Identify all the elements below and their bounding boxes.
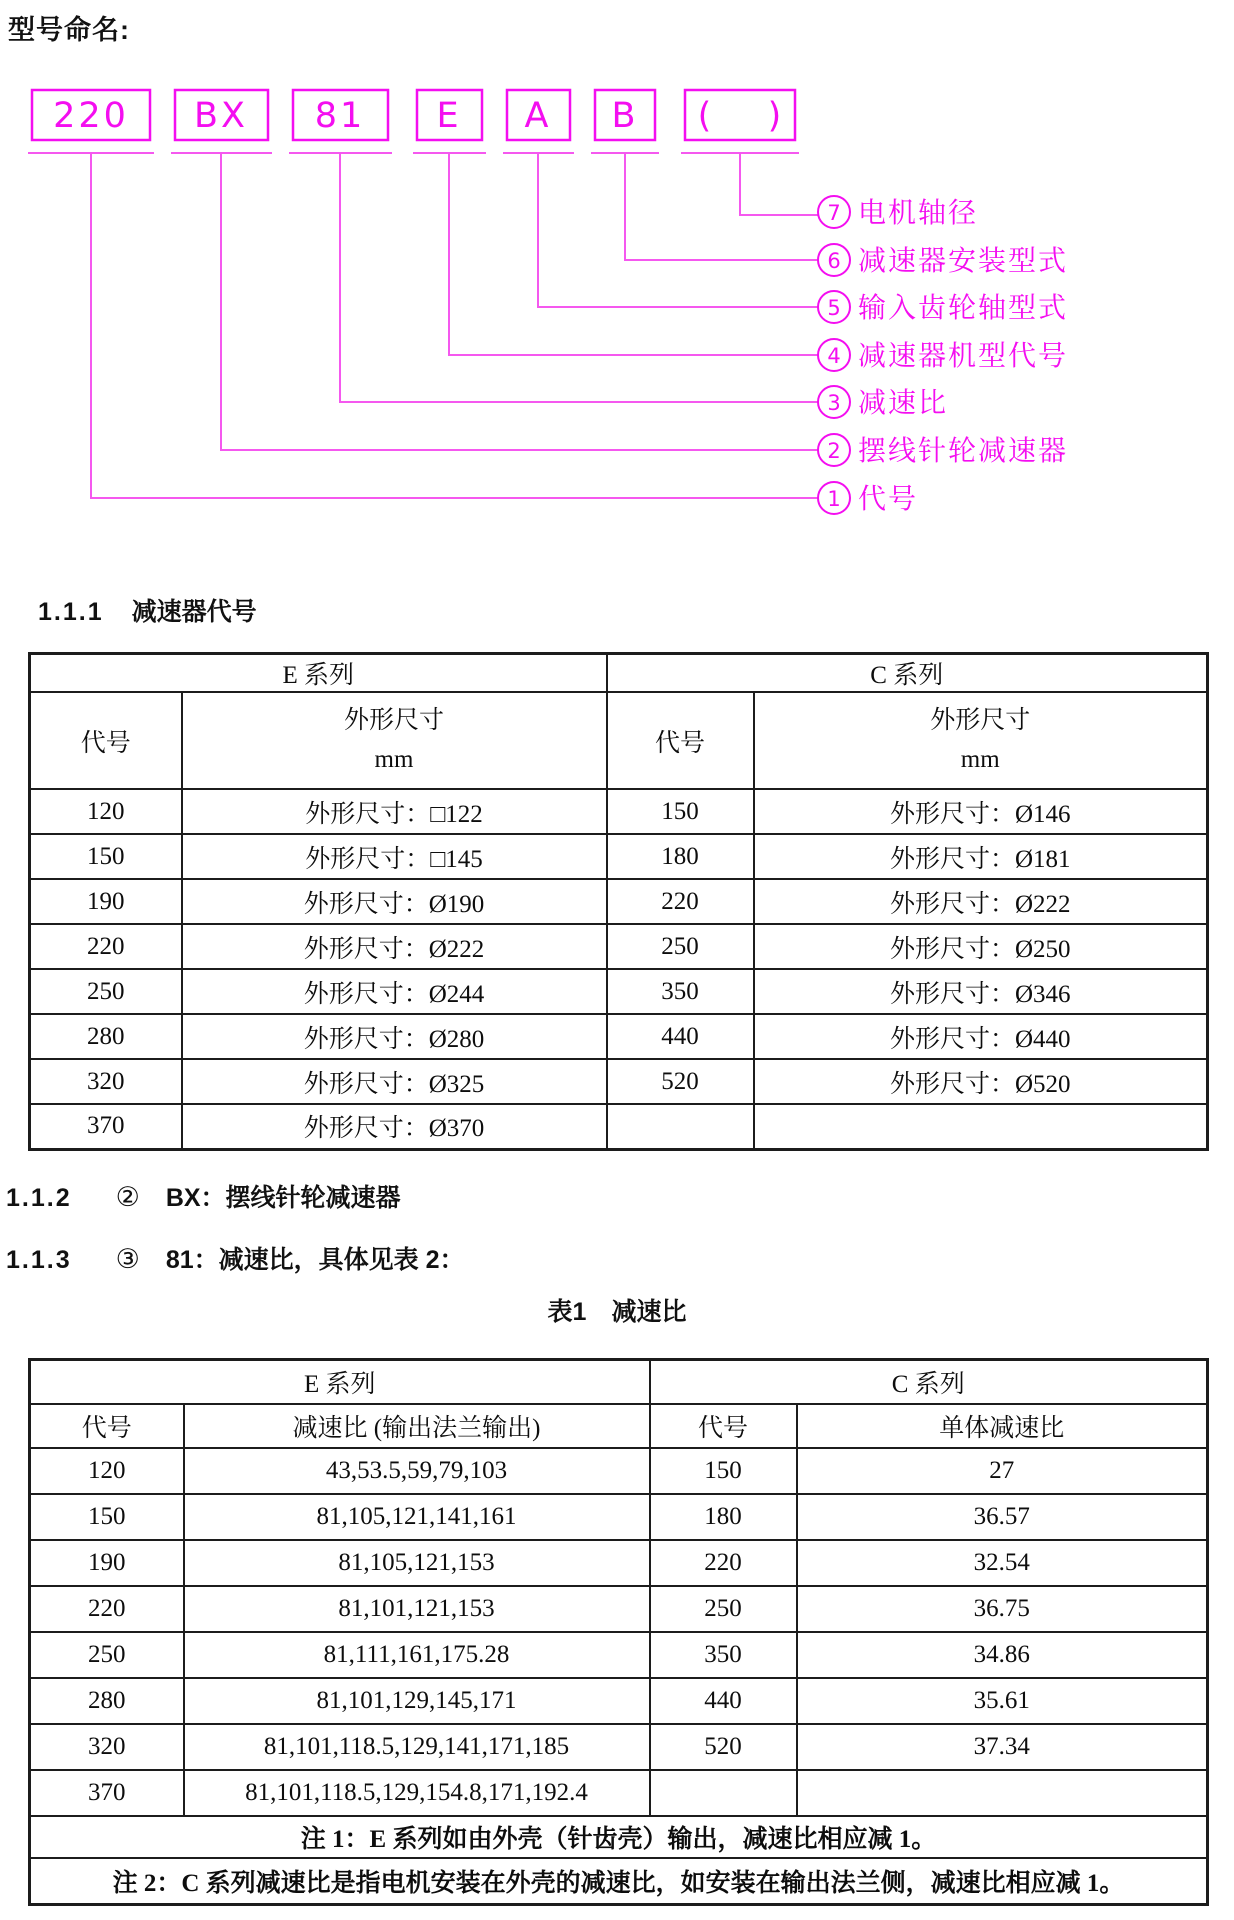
note-1: 注 1：E 系列如由外壳（针齿壳）输出，减速比相应减 1。	[30, 1816, 1208, 1858]
t1-cell: 370	[30, 1104, 182, 1149]
t2-cell: 150	[650, 1448, 797, 1494]
callout-num-2: 2	[827, 439, 841, 463]
callout-label-mounting-type: 减速器安装型式	[858, 245, 1069, 276]
table-note-row	[30, 1816, 1208, 1858]
connector-2	[221, 153, 817, 450]
t1-e-code-header: 代号	[30, 692, 182, 789]
t1-cell: 外形尺寸：□122	[182, 789, 607, 834]
t1-cell: 220	[607, 879, 754, 924]
callout-label-motor-shaft: 电机轴径	[858, 197, 979, 228]
t1-c-dim-header	[754, 692, 1208, 789]
table-row	[30, 1770, 1208, 1816]
box-label-b: B	[611, 96, 639, 136]
t2-cell: 440	[650, 1678, 797, 1724]
t2-cell: 180	[650, 1494, 797, 1540]
t2-cell: 120	[30, 1448, 184, 1494]
t1-cell: 250	[30, 969, 182, 1014]
t2-cell: 250	[30, 1632, 184, 1678]
t1-cell: 180	[607, 834, 754, 879]
section-heading-111	[38, 592, 257, 628]
callout-num-6: 6	[827, 249, 841, 273]
callout-labels	[858, 197, 1068, 514]
callout-label-cycloidal-reducer: 摆线针轮减速器	[858, 435, 1069, 466]
reduction-ratio-table-grid	[28, 1358, 1209, 1906]
t1-cell: 外形尺寸：Ø346	[754, 969, 1208, 1014]
callout-label-code: 代号	[858, 483, 919, 514]
t2-cell: 37.34	[797, 1724, 1208, 1770]
t1-cell: 外形尺寸：Ø325	[182, 1059, 607, 1104]
callout-num-5: 5	[827, 296, 841, 320]
section-text: 81：减速比，具体见表 2：	[165, 1246, 465, 1274]
t1-cell: 520	[607, 1059, 754, 1104]
t2-cell: 27	[797, 1448, 1208, 1494]
callout-label-machine-code: 减速器机型代号	[858, 340, 1069, 371]
t2-cell	[797, 1770, 1208, 1816]
t2-cell: 81,105,121,153	[184, 1540, 650, 1586]
circled-3: ③	[115, 1244, 140, 1274]
t2-cell: 36.75	[797, 1586, 1208, 1632]
table-row	[30, 1494, 1208, 1540]
table-row	[30, 1586, 1208, 1632]
t1-c-series-header: C 系列	[607, 654, 1208, 693]
connector-7	[740, 153, 817, 215]
t1-cell: 190	[30, 879, 182, 924]
section-heading-112	[6, 1178, 401, 1214]
table-row	[30, 1448, 1208, 1494]
t1-cell: 外形尺寸：Ø250	[754, 924, 1208, 969]
t2-cell: 36.57	[797, 1494, 1208, 1540]
t2-cell: 43,53.5,59,79,103	[184, 1448, 650, 1494]
t2-e-code-header: 代号	[30, 1404, 184, 1448]
t1-cell: 外形尺寸：Ø370	[182, 1104, 607, 1149]
table-row	[30, 924, 1208, 969]
callout-label-ratio: 减速比	[858, 387, 949, 418]
t1-cell: 外形尺寸：□145	[182, 834, 607, 879]
t1-e-dim-header	[182, 692, 607, 789]
reducer-code-table-grid	[28, 652, 1209, 1151]
t2-cell: 81,101,118.5,129,141,171,185	[184, 1724, 650, 1770]
t2-cell: 150	[30, 1494, 184, 1540]
table-row	[30, 1059, 1208, 1104]
t1-cell: 220	[30, 924, 182, 969]
section-number: 1.1.3	[6, 1246, 72, 1274]
t1-cell: 外形尺寸：Ø190	[182, 879, 607, 924]
callout-num-3: 3	[827, 391, 841, 415]
t2-cell	[650, 1770, 797, 1816]
t2-cell: 220	[650, 1540, 797, 1586]
t1-cell: 外形尺寸：Ø146	[754, 789, 1208, 834]
t1-cell: 150	[30, 834, 182, 879]
t2-cell: 320	[30, 1724, 184, 1770]
t1-cell: 外形尺寸：Ø222	[754, 879, 1208, 924]
t2-cell: 35.61	[797, 1678, 1208, 1724]
callout-num-7: 7	[827, 201, 841, 225]
section-title: 减速器代号	[131, 598, 257, 626]
t1-cell: 外形尺寸：Ø244	[182, 969, 607, 1014]
diagram-boxes	[32, 90, 795, 140]
t1-cell: 320	[30, 1059, 182, 1104]
circled-2: ②	[115, 1182, 140, 1212]
t1-c-dim-line2: mm	[960, 745, 1000, 773]
table-row	[30, 1540, 1208, 1586]
t1-cell: 外形尺寸：Ø181	[754, 834, 1208, 879]
t2-cell: 280	[30, 1678, 184, 1724]
t1-cell	[754, 1104, 1208, 1149]
t2-e-series-header: E 系列	[30, 1360, 650, 1404]
t2-cell: 250	[650, 1586, 797, 1632]
box-label-e: E	[436, 96, 462, 136]
t2-cell: 81,101,118.5,129,154.8,171,192.4	[184, 1770, 650, 1816]
table-note-row	[30, 1858, 1208, 1905]
table-row	[30, 1724, 1208, 1770]
table1-caption: 表1 减速比	[547, 1298, 687, 1326]
page-title: 型号命名:	[8, 15, 130, 45]
t2-cell: 520	[650, 1724, 797, 1770]
reducer-code-table	[28, 652, 1209, 1151]
box-label-paren-close: )	[767, 96, 785, 136]
t1-cell: 150	[607, 789, 754, 834]
box-label-81: 81	[314, 96, 366, 136]
t2-cell: 81,101,121,153	[184, 1586, 650, 1632]
t1-cell: 外形尺寸：Ø440	[754, 1014, 1208, 1059]
box-label-paren-open: (	[697, 96, 715, 136]
section-number: 1.1.2	[6, 1184, 72, 1212]
t2-cell: 190	[30, 1540, 184, 1586]
connector-6	[625, 153, 817, 260]
reduction-ratio-table	[28, 1358, 1209, 1906]
callout-label-input-gear-shaft: 输入齿轮轴型式	[858, 292, 1069, 323]
model-naming-diagram	[0, 0, 1234, 545]
section-number: 1.1.1	[38, 598, 104, 626]
callout-connectors	[91, 153, 817, 498]
t1-cell: 外形尺寸：Ø222	[182, 924, 607, 969]
box-label-220: 220	[53, 96, 129, 136]
t2-cell: 220	[30, 1586, 184, 1632]
section-text: BX：摆线针轮减速器	[165, 1184, 401, 1212]
t2-cell: 34.86	[797, 1632, 1208, 1678]
t1-c-code-header: 代号	[607, 692, 754, 789]
box-label-bx: BX	[194, 96, 248, 136]
t1-c-dim-line1: 外形尺寸	[930, 706, 1031, 734]
box-label-a: A	[524, 96, 552, 136]
t1-cell: 280	[30, 1014, 182, 1059]
t1-cell	[607, 1104, 754, 1149]
t1-cell: 440	[607, 1014, 754, 1059]
t2-cell: 370	[30, 1770, 184, 1816]
table-row	[30, 1104, 1208, 1149]
t2-cell: 350	[650, 1632, 797, 1678]
connector-5	[538, 153, 817, 307]
table-row	[30, 1632, 1208, 1678]
connector-4	[449, 153, 817, 355]
table-row	[30, 969, 1208, 1014]
note-2: 注 2：C 系列减速比是指电机安装在外壳的减速比，如安装在输出法兰侧，减速比相应减 1。	[30, 1858, 1208, 1905]
t2-cell: 32.54	[797, 1540, 1208, 1586]
connector-3	[340, 153, 817, 402]
section-heading-113	[6, 1240, 465, 1276]
t1-cell: 250	[607, 924, 754, 969]
t2-c-series-header: C 系列	[650, 1360, 1208, 1404]
t2-c-code-header: 代号	[650, 1404, 797, 1448]
t1-e-dim-line2: mm	[374, 745, 414, 773]
t1-cell: 外形尺寸：Ø280	[182, 1014, 607, 1059]
callout-num-1: 1	[827, 487, 841, 511]
diagram-box-labels	[53, 96, 784, 136]
t1-cell: 外形尺寸：Ø520	[754, 1059, 1208, 1104]
table-row	[30, 1678, 1208, 1724]
table-row	[30, 789, 1208, 834]
t1-e-series-header: E 系列	[30, 654, 607, 693]
table-row	[30, 879, 1208, 924]
t2-e-ratio-header: 减速比 (输出法兰输出)	[184, 1404, 650, 1448]
t1-e-dim-line1: 外形尺寸	[343, 706, 444, 734]
table-row	[30, 834, 1208, 879]
t2-c-ratio-header: 单体减速比	[797, 1404, 1208, 1448]
t1-cell: 350	[607, 969, 754, 1014]
t1-cell: 120	[30, 789, 182, 834]
t2-cell: 81,105,121,141,161	[184, 1494, 650, 1540]
table-row	[30, 1014, 1208, 1059]
t2-cell: 81,111,161,175.28	[184, 1632, 650, 1678]
callout-num-4: 4	[827, 344, 841, 368]
connector-1	[91, 153, 817, 498]
t2-cell: 81,101,129,145,171	[184, 1678, 650, 1724]
